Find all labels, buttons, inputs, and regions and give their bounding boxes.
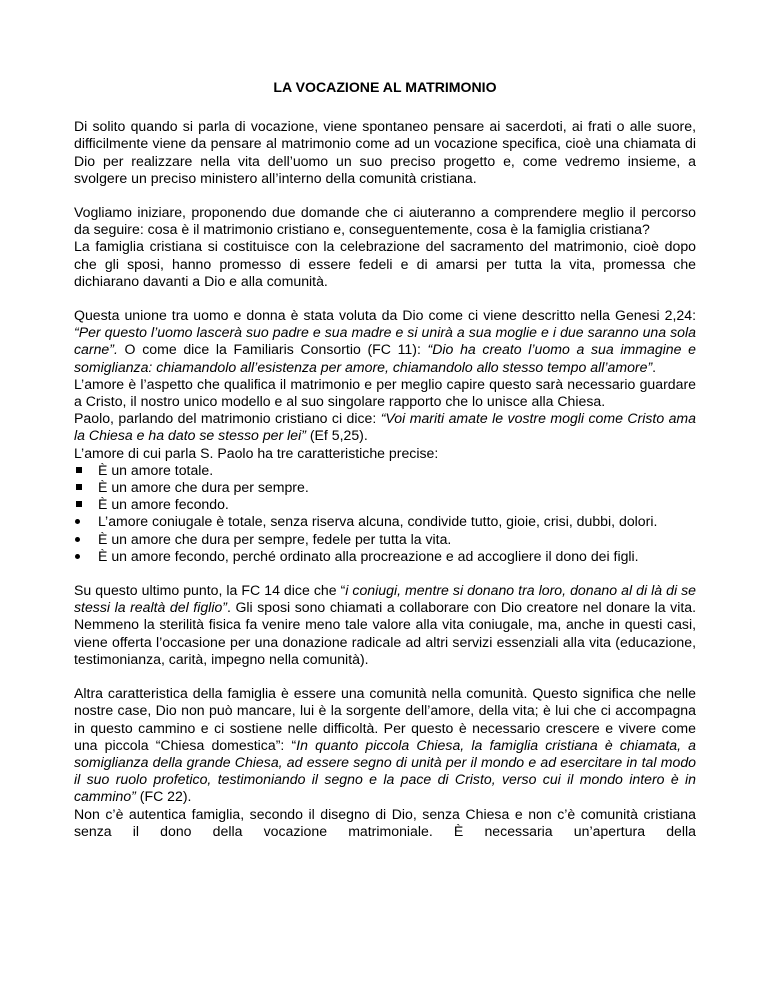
paragraph-love-christ: L’amore è l’aspetto che qualifica il matrimonio e per meglio capire questo sarà necessario guardare a Cristo, il nostro unico modello e al suo singolare rapporto che lo unisce alla Chiesa. <box>74 375 696 410</box>
fc14-text: Su questo ultimo punto, la FC 14 dice che “ <box>74 582 346 599</box>
list-item-text: È un amore che dura per sempre. <box>98 479 309 496</box>
document-title: LA VOCAZIONE AL MATRIMONIO <box>273 79 497 95</box>
ephesians-ref: (Ef 5,25). <box>305 427 368 444</box>
list-item <box>74 479 696 496</box>
paragraph-questions: Vogliamo iniziare, proponendo due domande che ci aiuteranno a comprendere meglio il percorso da seguire: cosa è il matrimonio cristiano e, conseguentemente, cosa è la famiglia cristiana? <box>74 204 696 238</box>
genesis-text: Questa unione tra uomo e donna è stata voluta da Dio come ci viene descritto nella Genesi 2,24: <box>74 307 696 324</box>
fc11-quote: “Dio ha creato l’uomo a sua immagine e somiglianza: chiamandolo all’esistenza per amore, chiamandolo allo stesso tempo all’amore” <box>74 341 696 375</box>
document-body <box>74 79 696 840</box>
list-item-text: È un amore totale. <box>98 461 214 478</box>
list-item <box>74 462 696 479</box>
list-item-text: È un amore che dura per sempre, fedele per tutta la vita. <box>98 530 452 547</box>
list-item-text: È un amore fecondo. <box>98 496 229 513</box>
genesis-quote: “Per questo l’uomo lascerà suo padre e sua madre e si unirà a sua moglie e i due saranno una sola carne”. <box>74 324 696 358</box>
dot-bullet-icon <box>75 554 80 559</box>
paul-text: Paolo, parlando del matrimonio cristiano ci dice: <box>74 410 381 427</box>
paragraph-paul <box>74 410 696 444</box>
fc14-continuation: . Gli sposi sono chiamati a collaborare con Dio creatore nel donare la vita. Nemmeno la sterilità fisica fa venire meno tale valore alla vita coniugale, ma, anche in questi casi, viene offerta l’occasione per una donazione radicale ad altri servizi essenziali alla vita (educazione, testimonianza, carità, impegno nella comunità). <box>74 599 696 667</box>
square-bullet-icon <box>76 501 82 507</box>
ephesians-quote: “Voi mariti amate le vostre mogli come Cristo ama la Chiesa e ha dato se stesso per lei” <box>74 410 696 444</box>
fc-intro-text: O come dice la Familiaris Consortio (FC 11): <box>117 341 428 358</box>
paragraph-characteristics: L’amore di cui parla S. Paolo ha tre caratteristiche precise: <box>74 444 439 461</box>
paragraph-intro: Di solito quando si parla di vocazione, viene spontaneo pensare ai sacerdoti, ai frati o alle suore, difficilmente viene da pensare al matrimonio come ad un vocazione specifica, cioè una chiamata di Dio per realizzare nella vita dell’uomo un suo preciso progetto e, come vedremo insieme, a svolgere un preciso ministero all’interno della comunità cristiana. <box>74 118 696 186</box>
dot-bullet-icon <box>75 519 80 524</box>
paragraph-fc14 <box>74 582 696 668</box>
square-bullet-icon <box>76 467 82 473</box>
dot-bullet-icon <box>75 537 80 542</box>
paragraph-closing: Non c’è autentica famiglia, secondo il disegno di Dio, senza Chiesa e non c’è comunità cristiana senza il dono della vocazione matrimoniale. È necessaria un’apertura della <box>74 805 696 839</box>
genesis-end: . <box>652 358 657 375</box>
fc22-ref: (FC 22). <box>135 788 192 805</box>
list-item-text: È un amore fecondo, perché ordinato alla procreazione e ad accogliere il dono dei figli. <box>98 547 639 564</box>
paragraph-family-definition: La famiglia cristiana si costituisce con la celebrazione del sacramento del matrimonio, cioè dopo che gli sposi, hanno promesso di essere fedeli e di amarsi per tutta la vita, promessa che dichiarano davanti a Dio e alla comunità. <box>74 238 696 289</box>
dot-bullet-list <box>74 513 696 565</box>
square-bullet-icon <box>76 484 82 490</box>
list-item <box>74 548 696 565</box>
list-item <box>74 531 696 548</box>
domestic-church-text: Altra caratteristica della famiglia è essere una comunità nella comunità. Questo significa che nelle nostre case, Dio non può mancare, lui è la sorgente dell’amore, della vita; è lui che ci accompagna in questo cammino e ci sostiene nelle difficoltà. Per questo è necessario crescere e vivere come una piccola “Chiesa domestica”: “ <box>74 685 696 753</box>
paragraph-domestic-church <box>74 685 696 805</box>
paragraph-genesis <box>74 307 696 376</box>
list-item-text: L’amore coniugale è totale, senza riserva alcuna, condivide tutto, gioie, crisi, dubbi, dolori. <box>98 513 658 530</box>
fc14-quote: i coniugi, mentre si donano tra loro, donano al di là di se stessi la realtà del figlio” <box>74 582 696 616</box>
list-item <box>74 513 696 530</box>
list-item <box>74 496 696 513</box>
fc22-quote: In quanto piccola Chiesa, la famiglia cristiana è chiamata, a somiglianza della grande Chiesa, ad essere segno di unità per il mondo e ad esercitare in tal modo il suo ruolo profetico, testimoniando il segno e la pace di Cristo, verso cui il mondo intero è in cammino” <box>74 736 696 805</box>
square-bullet-list <box>74 462 696 514</box>
